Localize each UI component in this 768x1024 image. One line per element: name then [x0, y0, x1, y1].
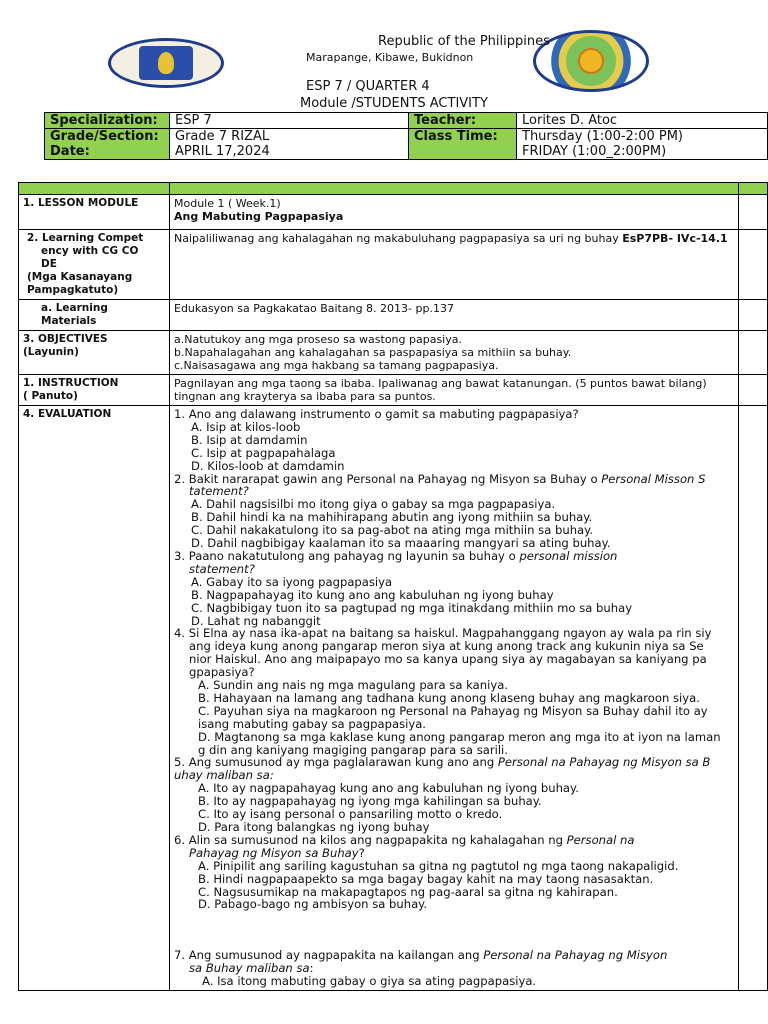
- table-header-row: [19, 183, 768, 195]
- lesson-cell: [170, 195, 739, 230]
- question-2: [174, 473, 734, 486]
- option: B. Ito ay nagpapahayag ng iyong mga kahilingan sa buhay.: [198, 794, 542, 809]
- evaluation-label: 4. EVALUATION: [19, 406, 170, 991]
- specialization-value: ESP 7: [170, 113, 409, 129]
- materials-label: [19, 300, 170, 331]
- class-time-1: Thursday (1:00-2:00 PM): [522, 129, 683, 144]
- instruction-label-2: ( Panuto): [23, 390, 78, 402]
- instruction-line1: Pagnilayan ang mga taong sa ibaba. Ipaliwanag ang bawat katanungan. (5 puntos bawat bilang): [174, 377, 707, 390]
- table-row: [19, 195, 768, 230]
- question-2-italic: Personal Misson S: [601, 471, 706, 486]
- materials-text: Edukasyon sa Pagkakatao Baitang 8. 2013- pp.137: [170, 300, 739, 331]
- option: D. Kilos-loob at damdamin: [191, 458, 345, 473]
- empty-cell: [739, 331, 768, 375]
- option: B. Hindi nagpapaapekto sa mga bagay bagay kahit na may taong nasasaktan.: [198, 871, 654, 886]
- table-row: [19, 300, 768, 331]
- question-7-italic: Personal na Pahayag ng Misyon: [483, 948, 668, 963]
- question-6-text: 6. Alin sa sumusunod na kilos ang nagpapakita ng kahalagahan ng: [174, 832, 567, 847]
- class-time-2: FRIDAY (1:00_2:00PM): [522, 144, 667, 159]
- header-cell: [170, 183, 739, 195]
- teacher-value: Lorites D. Atoc: [517, 113, 768, 129]
- option: A. Ito ay nagpapahayag kung ano ang kabuluhan ng iyong buhay.: [198, 781, 579, 796]
- spacer: [174, 911, 734, 949]
- option: A. Isa itong mabuting gabay o giya sa ating pagpapasiya.: [202, 974, 537, 989]
- bukidnon-seal-logo: [533, 30, 649, 92]
- option: A. Pinipilit ang sariling kagustuhan sa gitna ng pagtutol ng mga taong nakapaligid.: [198, 858, 679, 873]
- date-label: Date:: [50, 144, 90, 159]
- option: B. Dahil hindi ka na mahihirapang abutin ang iyong mithiin sa buhay.: [191, 510, 593, 525]
- objectives-label-1: 3. OBJECTIVES: [23, 333, 108, 345]
- instruction-cell: [170, 375, 739, 406]
- grade-value: Grade 7 RIZAL: [175, 129, 270, 144]
- option: C. Nagbibigay tuon ito sa pagtupad ng mga itinakdang mithiin mo sa buhay: [191, 600, 633, 615]
- option: C. Ito ay isang personal o pansariling motto o kredo.: [198, 807, 503, 822]
- competency-label-4: (Mga Kasanayang: [27, 271, 133, 283]
- option: B. Nagpapahayag ito kung ano ang kabuluhan ng iyong buhay: [191, 587, 554, 602]
- question-3-cont: statement?: [189, 561, 255, 576]
- question-5-italic: Personal na Pahayag ng Misyon sa B: [497, 755, 711, 770]
- class-time-label: Class Time:: [409, 129, 517, 160]
- objective-item: a.Natutukoy ang mga proseso sa wastong papasiya.: [174, 333, 462, 346]
- competency-code: EsP7PB- IVc-14.1: [622, 232, 728, 245]
- question-3: [174, 550, 734, 563]
- objectives-cell: [170, 331, 739, 375]
- materials-label-2: Materials: [41, 315, 97, 327]
- lesson-line1: Module 1 ( Week.1): [174, 197, 281, 210]
- empty-cell: [739, 195, 768, 230]
- info-row: [45, 113, 768, 129]
- option: C. Nagsusumikap na makapagtapos ng pag-aaral sa gitna ng kahirapan.: [198, 884, 618, 899]
- competency-label-1: 2. Learning Compet: [27, 232, 144, 244]
- option-cont: g din ang kaniyang magiging pangarap para sa sarili.: [198, 742, 508, 757]
- header-esp-quarter: ESP 7 / QUARTER 4: [306, 79, 430, 94]
- instruction-label: [19, 375, 170, 406]
- header-location: Marapange, Kibawe, Bukidnon: [306, 51, 474, 64]
- date-value: APRIL 17,2024: [175, 144, 270, 159]
- option: D. Magtanong sa mga kaklase kung anong pangarap meron ang mga ito at iyon na laman: [198, 729, 721, 744]
- question-4-cont: ang ideya kung anong pangarap meron siya at kung anong track ang kukunin niya sa Se: [189, 639, 704, 654]
- empty-cell: [739, 230, 768, 300]
- table-row: [19, 375, 768, 406]
- empty-cell: [739, 406, 768, 991]
- question-6-italic: Personal na: [566, 832, 635, 847]
- sun-icon: [578, 48, 604, 74]
- grade-label: [45, 129, 170, 160]
- objectives-label-2: (Layunin): [23, 346, 79, 358]
- header-cell: [19, 183, 170, 195]
- question-3-italic: personal mission: [519, 548, 618, 563]
- question-6-cont: [174, 847, 734, 860]
- info-table: [44, 112, 768, 160]
- evaluation-cell: [170, 406, 739, 991]
- option: A. Gabay ito sa iyong pagpapasiya: [191, 574, 393, 589]
- option: D. Pabago-bago ng ambisyon sa buhay.: [198, 897, 428, 912]
- question-2-cont: tatement?: [189, 484, 249, 499]
- question-3-text: 3. Paano nakatutulong ang pahayag ng layunin sa buhay o: [174, 548, 520, 563]
- materials-label-1: a. Learning: [41, 302, 108, 314]
- objective-item: b.Napahalagahan ang kahalagahan sa paspapasiya sa mithiin sa buhay.: [174, 346, 572, 359]
- option: B. Isip at damdamin: [191, 432, 308, 447]
- instruction-label-1: 1. INSTRUCTION: [23, 377, 119, 389]
- question-7-text: 7. Ang sumusunod ay nagpapakita na kailangan ang: [174, 948, 484, 963]
- objective-item: c.Naisasagawa ang mga hakbang sa tamang pagpapasiya.: [174, 359, 499, 372]
- option: C. Payuhan siya na magkaroon ng Personal na Pahayag ng Misyon sa Buhay dahil ito ay: [198, 703, 708, 718]
- question-5-cont: uhay maliban sa:: [174, 768, 274, 783]
- deped-seal-logo: [108, 38, 224, 88]
- competency-label-3: DE: [41, 258, 57, 270]
- option-cont: isang mabuting gabay sa pagpapasiya.: [198, 716, 426, 731]
- question-4-cont: gpapasiya?: [189, 665, 255, 680]
- competency-cell: [170, 230, 739, 300]
- competency-text: Naipaliliwanag ang kahalagahan ng makabuluhang pagpapasiya sa uri ng buhay: [174, 232, 623, 245]
- table-row: [19, 331, 768, 375]
- header-module: Module /STUDENTS ACTIVITY: [300, 96, 488, 111]
- grade-value-cell: [170, 129, 409, 160]
- option: A. Isip at kilos-loob: [191, 419, 301, 434]
- lesson-label: 1. LESSON MODULE: [19, 195, 170, 230]
- option: D. Para itong balangkas ng iyong buhay: [198, 820, 430, 834]
- instruction-line2: tingnan ang krayterya sa ibaba para sa puntos.: [174, 390, 436, 403]
- empty-cell: [739, 300, 768, 331]
- question-1: 1. Ano ang dalawang instrumento o gamit sa mabuting pagpapasiya?: [174, 407, 579, 421]
- option: C. Isip at pagpapahalaga: [191, 445, 336, 460]
- teacher-label: Teacher:: [409, 113, 517, 129]
- question-4: 4. Si Elna ay nasa ika-apat na baitang sa haiskul. Magpahanggang ngayon ay wala pa rin siy: [174, 626, 712, 641]
- option: A. Dahil nagsisilbi mo itong giya o gabay sa mga pagpapasiya.: [191, 497, 556, 512]
- option: B. Hahayaan na lamang ang tadhana kung anong klaseng buhay ang magkaroon siya.: [198, 690, 700, 705]
- specialization-label: Specialization:: [45, 113, 170, 129]
- question-7-end: :: [309, 961, 314, 976]
- competency-label-5: Pampagkatuto): [27, 284, 119, 296]
- lesson-table: [18, 182, 768, 991]
- seal-center-icon: [139, 46, 193, 80]
- option: C. Dahil nakakatulong ito sa pag-abot na ating mga mithiin sa buhay.: [191, 523, 594, 538]
- empty-cell: [739, 375, 768, 406]
- grade-label-line1: Grade/Section:: [50, 129, 159, 144]
- question-5-text: 5. Ang sumusunod ay mga paglalarawan kung ano ang: [174, 755, 498, 770]
- table-row: [19, 230, 768, 300]
- competency-label: [19, 230, 170, 300]
- header-republic: Republic of the Philippines: [378, 34, 550, 49]
- option: D. Lahat ng nabanggit: [191, 613, 321, 628]
- lesson-title: Ang Mabuting Pagpapasiya: [174, 210, 344, 223]
- question-6-end: ?: [358, 845, 365, 860]
- option: A. Sundin ang nais ng mga magulang para sa kaniya.: [198, 678, 509, 693]
- info-row: [45, 129, 768, 160]
- option: D. Dahil nagbibigay kaalaman ito sa maaaring mangyari sa ating buhay.: [191, 536, 611, 551]
- question-7-italic-2: sa Buhay maliban sa: [189, 961, 310, 976]
- torch-icon: [158, 52, 174, 74]
- question-4-cont: nior Haiskul. Ano ang maipapayo mo sa kanya upang siya ay magabayan sa kaniyang pa: [189, 652, 707, 667]
- competency-label-2: ency with CG CO: [41, 245, 139, 257]
- class-time-cell: [517, 129, 768, 160]
- header-cell: [739, 183, 768, 195]
- table-row: [19, 406, 768, 991]
- objectives-label: [19, 331, 170, 375]
- question-6-italic-2: Pahayag ng Misyon sa Buhay: [189, 845, 359, 860]
- question-2-text: 2. Bakit nararapat gawin ang Personal na Pahayag ng Misyon sa Buhay o: [174, 471, 602, 486]
